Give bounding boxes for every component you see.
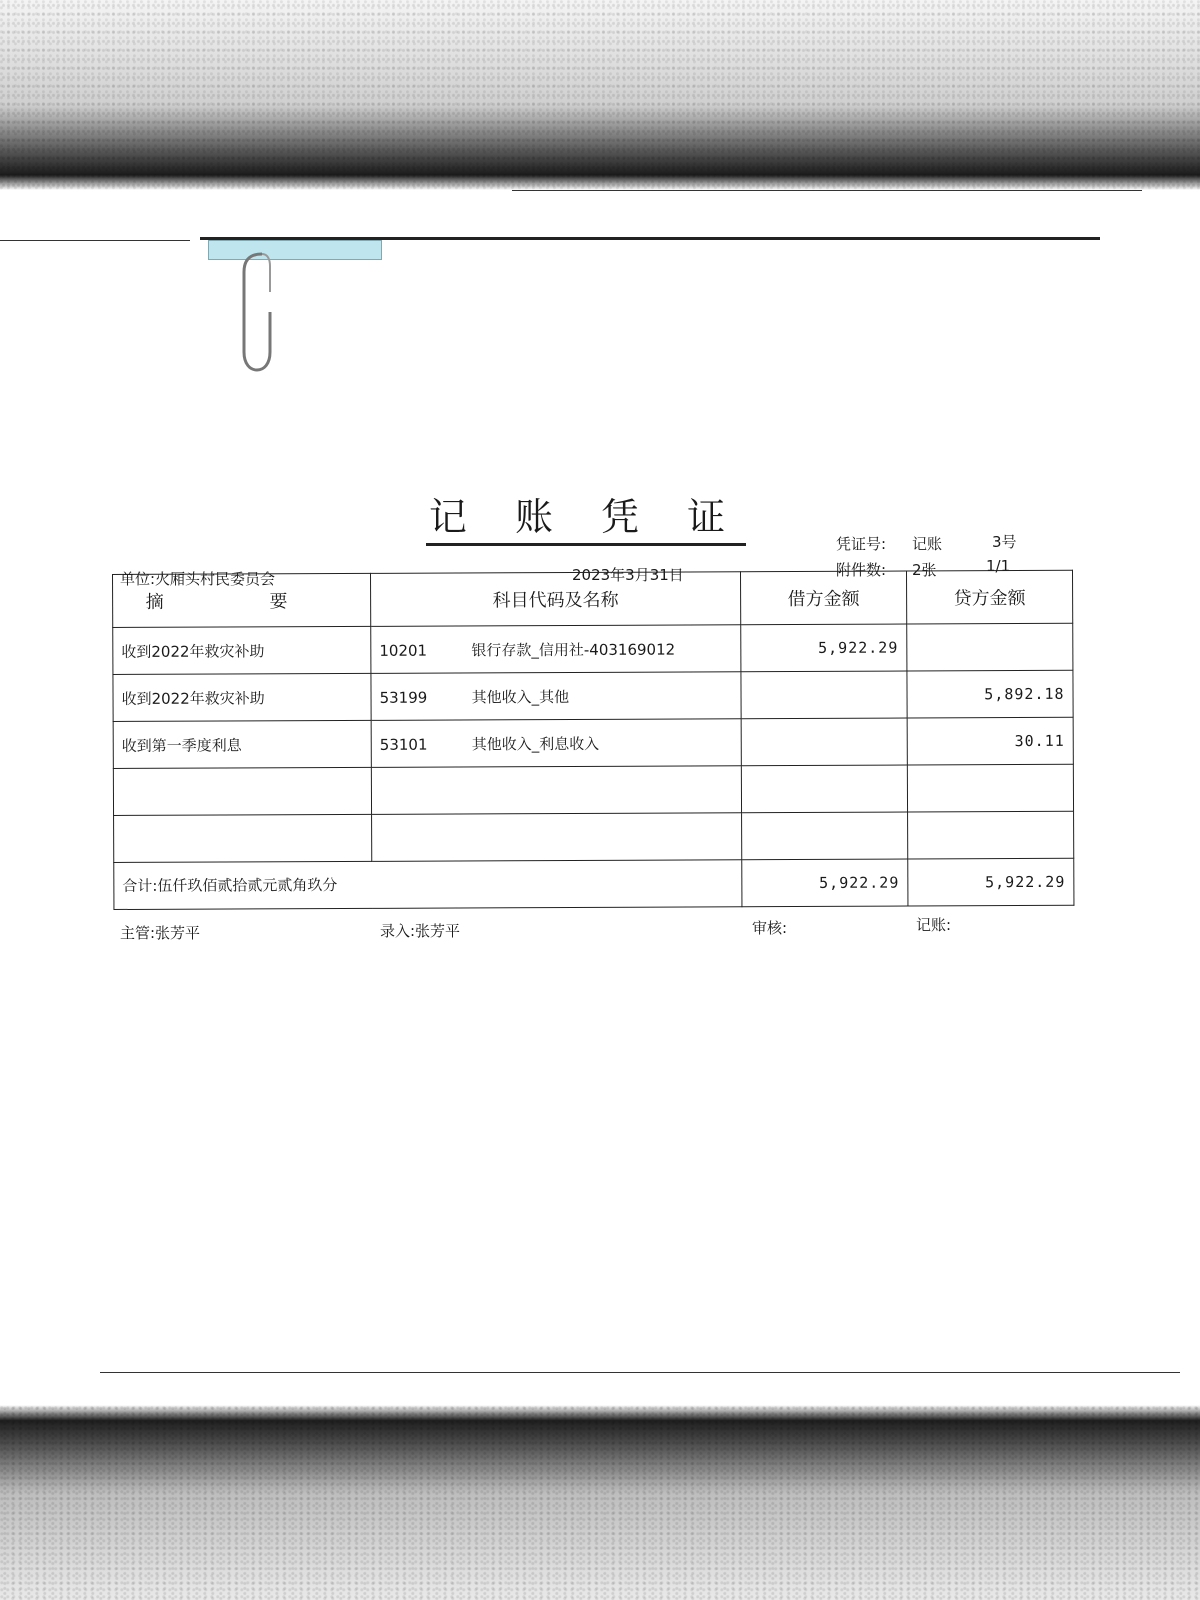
row-account	[372, 813, 742, 862]
header-debit: 借方金额	[740, 571, 906, 625]
account-name: 其他收入_其他	[471, 687, 570, 707]
scan-noise-bottom	[0, 1405, 1200, 1600]
row-credit: 5,892.18	[907, 670, 1073, 718]
total-debit: 5,922.29	[742, 859, 908, 907]
scan-line	[100, 1372, 1180, 1373]
bookkeeper-signoff: 记账:	[916, 916, 952, 934]
entry-signoff: 录入:张芳平	[380, 922, 461, 940]
row-credit	[908, 811, 1074, 859]
row-debit	[741, 718, 907, 766]
table-row	[113, 717, 1073, 768]
row-account	[371, 766, 741, 815]
account-name: 银行存款_信用社-403169012	[471, 640, 676, 660]
voucher-table	[112, 570, 1074, 910]
paper-clip-icon	[240, 252, 274, 372]
table-row	[113, 670, 1073, 721]
attachments-label: 附件数:	[836, 561, 887, 579]
total-row	[114, 858, 1074, 909]
row-debit	[742, 812, 908, 860]
supervisor-signoff: 主管:张芳平	[120, 924, 201, 942]
review-signoff: 审核:	[752, 919, 788, 937]
scan-line	[0, 240, 190, 241]
header-credit: 贷方金额	[906, 570, 1072, 624]
row-summary: 收到2022年救灾补助	[113, 627, 371, 675]
total-label: 合计:伍仟玖佰贰拾贰元贰角玖分	[114, 860, 742, 910]
account-code: 53199	[379, 688, 428, 707]
scan-noise-top	[0, 0, 1200, 190]
row-summary	[113, 767, 371, 815]
row-summary: 收到第一季度利息	[113, 720, 371, 768]
voucher-title: 记 账 凭 证	[426, 486, 746, 546]
table-row	[113, 624, 1073, 675]
account-code: 53101	[379, 735, 428, 754]
header-row	[113, 570, 1073, 627]
account-code: 10201	[379, 641, 428, 660]
voucher-no-type: 记账	[912, 535, 943, 553]
row-debit	[741, 765, 907, 813]
attachments-value: 2张	[912, 561, 937, 579]
row-account	[371, 672, 741, 721]
table-row	[114, 811, 1074, 862]
row-account	[371, 625, 741, 674]
row-summary: 收到2022年救灾补助	[113, 674, 371, 722]
unit-label: 单位:火厢头村民委员会	[120, 570, 276, 588]
voucher-no-value: 3号	[992, 533, 1017, 551]
row-summary	[114, 814, 372, 862]
row-credit	[907, 764, 1073, 812]
scan-line	[512, 190, 1142, 191]
row-credit: 30.11	[907, 717, 1073, 765]
row-account	[371, 719, 741, 768]
row-debit	[741, 671, 907, 719]
page-index: 1/1	[986, 557, 1011, 575]
total-credit: 5,922.29	[908, 858, 1074, 906]
row-credit	[907, 624, 1073, 672]
voucher-no-label: 凭证号:	[836, 535, 887, 553]
account-name: 其他收入_利息收入	[471, 734, 600, 754]
voucher-date: 2023年3月31日	[572, 566, 684, 584]
table-row	[113, 764, 1073, 815]
header-summary: 摘 要	[113, 573, 371, 627]
paper-clip-tab	[208, 240, 382, 260]
row-debit: 5,922.29	[741, 624, 907, 672]
header-account: 科目代码及名称	[370, 572, 740, 627]
